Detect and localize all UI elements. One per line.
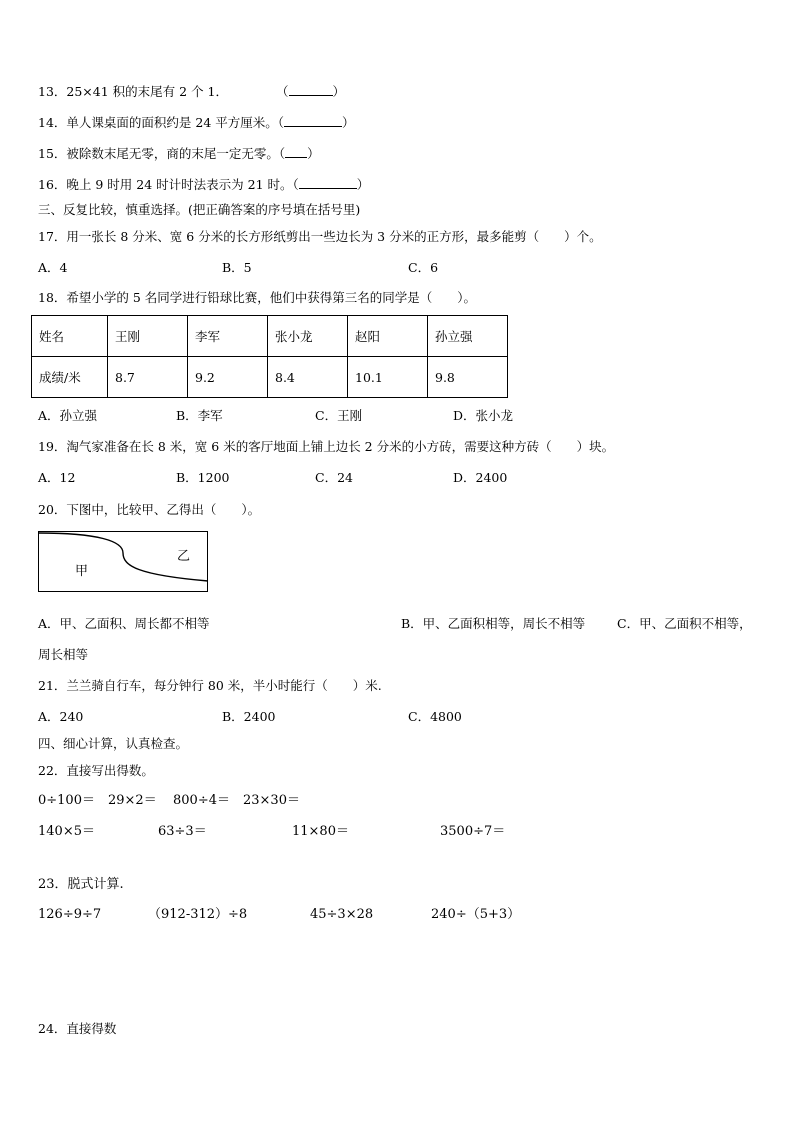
q22-item: 23×30＝ [243,793,300,808]
q19-option-b[interactable]: B．1200 [176,470,230,485]
q23-item: 126÷9÷7 [38,907,102,922]
q22-item: 140×5＝ [38,824,95,839]
q18-score-table [31,315,508,398]
table-cell: 赵阳 [348,316,428,357]
section4-heading: 四、细心计算，认真检查。 [38,736,189,751]
q13-paren-close: ） [332,84,346,99]
q19-option-c[interactable]: C．24 [315,470,353,485]
q14 [38,114,355,131]
q15-text: 15．被除数末尾无零，商的末尾一定无零。（ [38,146,286,161]
q20-option-b[interactable]: B．甲、乙面积相等，周长不相等 [401,616,586,631]
q17-option-a[interactable]: A．4 [38,260,68,275]
q20-option-c[interactable]: C．甲、乙面积不相等， [617,616,752,631]
q18-option-a[interactable]: A．孙立强 [38,408,98,423]
q22-item: 3500÷7＝ [440,824,506,839]
q23-item: 240÷（5+3） [431,907,521,922]
q13 [38,83,345,100]
q21-option-b[interactable]: B．2400 [222,709,276,724]
section3-heading: 三、反复比较，慎重选择。(把正确答案的序号填在括号里) [38,202,361,217]
q20-option-a[interactable]: A．甲、乙面积、周长都不相等 [38,616,210,631]
q19-text: 19．淘气家准备在长 8 米，宽 6 米的客厅地面上铺上边长 2 分米的小方砖，需要这种方砖（ ）块。 [38,439,615,454]
table-row [32,316,508,357]
q17-option-c[interactable]: C．6 [408,260,439,275]
q14-text: 14．单人课桌面的面积约是 24 平方厘米。（ [38,115,285,130]
table-cell: 9.8 [428,357,508,398]
q15-answer-blank[interactable] [285,145,307,158]
q18-text: 18．希望小学的 5 名同学进行铅球比赛，他们中获得第三名的同学是（ ）。 [38,290,477,305]
q14-paren-close: ） [342,115,355,130]
q20-figure [38,531,210,593]
q19-option-d[interactable]: D．2400 [453,470,508,485]
q22-item: 0÷100＝ [38,793,95,808]
q13-text: 13．25×41 积的末尾有 2 个 1． [38,84,228,99]
q22-item: 800÷4＝ [173,793,230,808]
q13-paren-open: （ [275,84,289,99]
table-cell: 李军 [188,316,268,357]
q14-answer-blank[interactable] [284,114,342,127]
table-cell: 9.2 [188,357,268,398]
q17-option-b[interactable]: B．5 [222,260,252,275]
q15 [38,145,320,162]
q19-option-a[interactable]: A．12 [38,470,76,485]
q16 [38,176,369,193]
figure-label-right: 乙 [177,549,191,564]
q21-option-c[interactable]: C．4800 [408,709,462,724]
q22-item: 11×80＝ [292,824,349,839]
table-cell: 10.1 [348,357,428,398]
q16-text: 16．晚上 9 时用 24 时计时法表示为 21 时。（ [38,177,299,192]
q18-option-d[interactable]: D．张小龙 [453,408,514,423]
q20-option-c-continued: 周长相等 [38,647,89,662]
table-row [32,357,508,398]
q16-answer-blank[interactable] [299,176,357,189]
q22-text: 22．直接写出得数。 [38,763,154,778]
q22-item: 63÷3＝ [158,824,207,839]
q16-paren-close: ） [356,177,370,192]
q22-item: 29×2＝ [108,793,157,808]
q18-option-b[interactable]: B．李军 [176,408,223,423]
table-cell: 8.7 [108,357,188,398]
q18-option-c[interactable]: C．王刚 [315,408,363,423]
q21-text: 21．兰兰骑自行车，每分钟行 80 米，半小时能行（ ）米. [38,678,382,693]
q13-answer-blank[interactable] [289,83,333,96]
q15-paren-close: ） [307,146,320,161]
table-cell: 王刚 [108,316,188,357]
q23-item: 45÷3×28 [310,907,374,922]
q23-text: 23．脱式计算. [38,877,124,892]
q17-text: 17．用一张长 8 分米、宽 6 分米的长方形纸剪出一些边长为 3 分米的正方形，最多能剪（ ）个。 [38,229,602,244]
q21-option-a[interactable]: A．240 [38,709,84,724]
table-cell: 8.4 [268,357,348,398]
table-cell: 张小龙 [268,316,348,357]
q24-text: 24．直接得数 [38,1021,117,1036]
table-cell: 成绩/米 [32,357,108,398]
q20-text: 20．下图中，比较甲、乙得出（ ）。 [38,502,261,517]
table-cell: 孙立强 [428,316,508,357]
q23-item: （912-312）÷8 [148,907,248,922]
table-cell: 姓名 [32,316,108,357]
figure-label-left: 甲 [75,564,89,579]
